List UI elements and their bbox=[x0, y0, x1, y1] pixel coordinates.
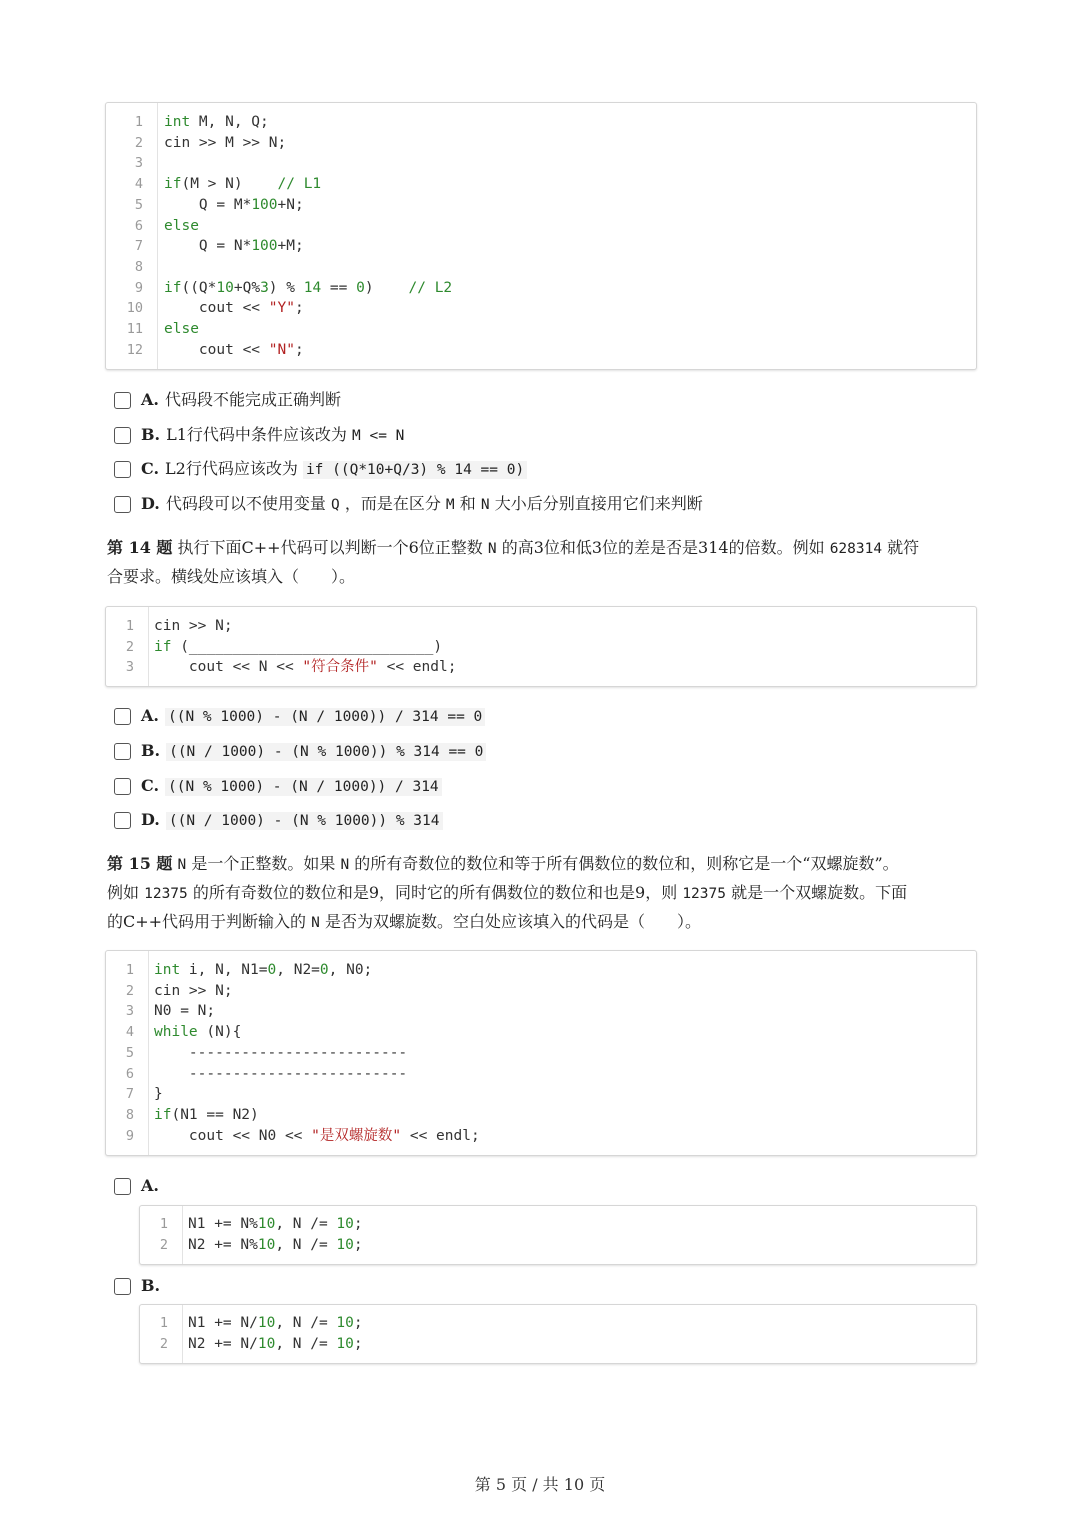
line-number: 1 bbox=[159, 1315, 168, 1331]
q14-stem bbox=[107, 534, 977, 591]
option-letter: C. bbox=[141, 776, 160, 795]
option-code: N bbox=[480, 497, 490, 513]
option-text: 和 bbox=[459, 494, 476, 513]
q15-stem bbox=[107, 850, 977, 937]
checkbox[interactable] bbox=[114, 461, 131, 478]
code-text bbox=[154, 981, 233, 1002]
code-token: ; bbox=[294, 300, 304, 317]
stem-code: N bbox=[311, 915, 320, 931]
line-number: 11 bbox=[126, 321, 143, 337]
code-token: int bbox=[164, 114, 191, 130]
code-token: 10 bbox=[216, 279, 234, 296]
code-token: "N" bbox=[268, 341, 295, 358]
code-token: N2 += N/ bbox=[188, 1335, 258, 1352]
code-token: // L2 bbox=[408, 279, 453, 296]
code-text bbox=[164, 340, 304, 361]
option-letter: A. bbox=[141, 390, 159, 409]
code-text bbox=[164, 278, 452, 299]
code-text bbox=[164, 112, 269, 133]
code-token: << endl; bbox=[377, 659, 457, 676]
stem-text: 的所有奇数位的数位和是9，同时它的所有偶数位的数位和也是9，则 bbox=[192, 883, 678, 902]
code-text bbox=[154, 1105, 259, 1126]
code-token: (N){ bbox=[197, 1024, 242, 1041]
code-token: i, N, N1= bbox=[180, 962, 268, 978]
stem-code: N bbox=[340, 857, 350, 873]
code-token: << endl; bbox=[401, 1127, 480, 1144]
code-line bbox=[106, 257, 976, 278]
code-text bbox=[164, 133, 286, 154]
code-token: +Q% bbox=[233, 279, 261, 296]
code-line bbox=[106, 153, 976, 174]
line-number: 2 bbox=[159, 1335, 168, 1352]
checkbox[interactable] bbox=[114, 812, 131, 829]
code-token: if bbox=[164, 279, 182, 296]
code-token: else bbox=[164, 321, 199, 337]
code-token: 0 bbox=[267, 962, 277, 978]
code-line bbox=[106, 616, 976, 637]
code-token: cin >> N; bbox=[154, 982, 233, 999]
code-token: ) bbox=[364, 279, 409, 296]
code-token: cout << N << bbox=[154, 659, 303, 676]
code-text bbox=[154, 616, 233, 637]
line-number: 4 bbox=[125, 1024, 134, 1041]
code-token: 10 bbox=[336, 1315, 354, 1331]
option-letter: B. bbox=[141, 1276, 161, 1295]
code-line bbox=[106, 133, 976, 154]
stem-text: 就符 bbox=[887, 538, 920, 557]
stem-text: 执行下面C++代码可以判断一个6位正整数 bbox=[177, 538, 483, 557]
code-text bbox=[154, 1001, 215, 1022]
code-text bbox=[154, 1064, 407, 1085]
code-line bbox=[106, 174, 976, 195]
code-text bbox=[154, 1043, 407, 1064]
stem-code: 628314 bbox=[829, 541, 883, 557]
code-line bbox=[106, 1105, 976, 1126]
line-number: 2 bbox=[125, 638, 134, 655]
code-line bbox=[106, 216, 976, 237]
line-number: 6 bbox=[125, 1065, 134, 1082]
code-text bbox=[164, 216, 199, 237]
code-token: if bbox=[164, 176, 182, 193]
option-code: M <= N bbox=[352, 428, 405, 444]
option-text: ，而是在区分 bbox=[344, 494, 441, 513]
line-number: 1 bbox=[125, 962, 134, 978]
code-token: "Y" bbox=[268, 300, 295, 317]
option-code: ((N % 1000) - (N / 1000)) / 314 == 0 bbox=[165, 708, 485, 726]
line-number: 1 bbox=[125, 618, 134, 634]
code-token: +M; bbox=[277, 238, 304, 255]
code-token: Q = M* bbox=[164, 196, 252, 213]
code-text bbox=[188, 1313, 363, 1334]
checkbox[interactable] bbox=[114, 392, 131, 409]
line-number: 2 bbox=[159, 1236, 168, 1253]
code-line bbox=[140, 1313, 976, 1334]
checkbox[interactable] bbox=[114, 427, 131, 444]
code-token: N1 += N% bbox=[188, 1216, 258, 1232]
code-text bbox=[154, 1126, 480, 1147]
code-token: "是双螺旋数" bbox=[311, 1127, 402, 1144]
code-line bbox=[106, 319, 976, 340]
code-token: , N0; bbox=[328, 962, 373, 978]
option-text: 代码段可以不使用变量 bbox=[165, 494, 326, 513]
code-token: else bbox=[164, 217, 199, 234]
code-text bbox=[164, 236, 304, 257]
code-token: cin >> M >> N; bbox=[164, 134, 287, 151]
code-token: if bbox=[154, 1106, 172, 1123]
code-token: cout << N0 << bbox=[154, 1127, 312, 1144]
code-text bbox=[164, 174, 321, 195]
option-letter: A. bbox=[141, 1176, 159, 1195]
code-token: ((Q* bbox=[181, 279, 217, 296]
code-token: ------------------------- bbox=[154, 1044, 408, 1061]
line-number: 3 bbox=[125, 659, 134, 676]
code-token: if bbox=[154, 638, 172, 655]
code-token: (____________________________) bbox=[171, 638, 443, 655]
stem-text: 就是一个双螺旋数。下面 bbox=[731, 883, 908, 902]
stem-text: 的高3位和低3位的差是否是314的倍数。例如 bbox=[501, 538, 825, 557]
code-token: "符合条件" bbox=[302, 659, 378, 676]
code-line bbox=[106, 195, 976, 216]
line-number: 10 bbox=[126, 300, 143, 317]
code-token: ; bbox=[353, 1315, 363, 1331]
code-line bbox=[106, 657, 976, 678]
code-token: ; bbox=[353, 1216, 363, 1232]
page-footer: 第 5 页 / 共 10 页 bbox=[474, 1475, 606, 1494]
line-number: 9 bbox=[125, 1127, 134, 1144]
code-line bbox=[106, 1064, 976, 1085]
question-label: 第 14 题 bbox=[107, 538, 173, 557]
option-code: Q bbox=[330, 497, 340, 513]
code-token: , N2= bbox=[276, 962, 320, 978]
code-text bbox=[188, 1214, 363, 1235]
code-token: N2 += N% bbox=[188, 1236, 258, 1253]
code-token: cout << bbox=[164, 300, 269, 317]
stem-code: 12375 bbox=[682, 886, 726, 902]
code-token: ) % bbox=[268, 279, 304, 296]
code-line bbox=[140, 1214, 976, 1235]
code-line bbox=[106, 1022, 976, 1043]
line-number: 7 bbox=[125, 1086, 134, 1103]
code-token: M, N, Q; bbox=[190, 114, 269, 130]
checkbox[interactable] bbox=[114, 743, 131, 760]
code-text bbox=[164, 319, 199, 340]
line-number: 1 bbox=[159, 1216, 168, 1232]
option-letter: C. bbox=[141, 459, 160, 478]
code-token: 100 bbox=[251, 238, 278, 255]
line-number: 4 bbox=[134, 176, 143, 193]
code-text bbox=[164, 195, 304, 216]
checkbox[interactable] bbox=[114, 778, 131, 795]
stem-text: 合要求。横线处应该填入（ ）。 bbox=[107, 567, 356, 586]
code-token: 10 bbox=[336, 1216, 354, 1232]
line-number: 2 bbox=[134, 134, 143, 151]
line-number: 5 bbox=[125, 1044, 134, 1061]
stem-code: N bbox=[487, 541, 497, 557]
line-number: 6 bbox=[134, 217, 143, 234]
stem-text: 例如 bbox=[107, 883, 140, 902]
code-token: , N /= bbox=[275, 1236, 337, 1253]
code-line bbox=[140, 1334, 976, 1355]
code-token: 10 bbox=[336, 1335, 354, 1352]
code-line bbox=[106, 112, 976, 133]
line-number: 2 bbox=[125, 982, 134, 999]
code-token: 0 bbox=[356, 279, 365, 296]
line-number: 3 bbox=[134, 155, 143, 172]
code-token: int bbox=[154, 962, 181, 978]
checkbox[interactable] bbox=[114, 1278, 131, 1295]
q15-code-block bbox=[105, 950, 977, 1156]
code-token: ; bbox=[294, 341, 304, 358]
line-number: 7 bbox=[134, 238, 143, 255]
code-line bbox=[106, 236, 976, 257]
option-code: ((N % 1000) - (N / 1000)) / 314 bbox=[165, 778, 442, 796]
code-line bbox=[106, 340, 976, 361]
code-token: // L1 bbox=[277, 176, 322, 193]
code-token: 100 bbox=[251, 196, 278, 213]
option-code: if ((Q*10+Q/3) % 14 == 0) bbox=[303, 461, 527, 479]
stem-text: 是一个正整数。如果 bbox=[191, 854, 336, 873]
code-token: cin >> N; bbox=[154, 618, 233, 634]
code-token: cout << bbox=[164, 341, 269, 358]
option-letter: B. bbox=[141, 741, 161, 760]
line-number: 8 bbox=[125, 1106, 134, 1123]
option-letter: D. bbox=[141, 810, 160, 829]
option-code: ((N / 1000) - (N % 1000)) % 314 == 0 bbox=[166, 743, 486, 761]
checkbox[interactable] bbox=[114, 708, 131, 725]
option-letter: A. bbox=[141, 706, 159, 725]
code-token: (N1 == N2) bbox=[171, 1106, 259, 1123]
code-text bbox=[154, 1084, 163, 1105]
code-token: 10 bbox=[336, 1236, 354, 1253]
code-token: Q = N* bbox=[164, 238, 252, 255]
code-token: while bbox=[154, 1024, 198, 1041]
code-line bbox=[106, 1126, 976, 1147]
stem-text: 的所有奇数位的数位和等于所有偶数位的数位和，则称它是一个“双螺旋数”。 bbox=[354, 854, 899, 873]
code-line bbox=[106, 1043, 976, 1064]
stem-text: 是否为双螺旋数。空白处应该填入的代码是（ ）。 bbox=[324, 912, 701, 931]
code-token: 3 bbox=[260, 279, 269, 296]
code-token: 14 bbox=[303, 279, 322, 296]
code-token: ; bbox=[353, 1335, 363, 1352]
line-number: 3 bbox=[125, 1003, 134, 1020]
code-token: , N /= bbox=[275, 1335, 337, 1352]
code-text bbox=[188, 1235, 363, 1256]
code-line bbox=[106, 1084, 976, 1105]
code-token: 10 bbox=[257, 1236, 276, 1253]
code-text bbox=[154, 637, 442, 658]
code-token: 10 bbox=[257, 1216, 276, 1232]
line-number: 9 bbox=[134, 279, 143, 296]
code-token: , N /= bbox=[275, 1315, 337, 1331]
q15-option-b-code bbox=[139, 1304, 977, 1364]
code-line bbox=[106, 298, 976, 319]
checkbox[interactable] bbox=[114, 1178, 131, 1195]
code-line bbox=[106, 637, 976, 658]
code-token: N0 = N; bbox=[154, 1003, 216, 1020]
line-number: 8 bbox=[134, 258, 143, 275]
stem-text: 的C++代码用于判断输入的 bbox=[107, 912, 307, 931]
code-line bbox=[140, 1235, 976, 1256]
code-line bbox=[106, 981, 976, 1002]
option-letter: B. bbox=[141, 425, 161, 444]
code-token: } bbox=[154, 1086, 163, 1103]
option-text: 代码段不能完成正确判断 bbox=[164, 390, 341, 409]
q13-code-block bbox=[105, 102, 977, 370]
code-text bbox=[154, 1022, 241, 1043]
option-text: 大小后分别直接用它们来判断 bbox=[494, 494, 703, 513]
code-token: , N /= bbox=[275, 1216, 337, 1232]
checkbox[interactable] bbox=[114, 496, 131, 513]
code-text bbox=[154, 657, 456, 678]
code-text bbox=[164, 298, 304, 319]
option-text: L2行代码应该改为 bbox=[165, 459, 298, 478]
code-token: ------------------------- bbox=[154, 1065, 408, 1082]
line-number: 1 bbox=[134, 114, 143, 130]
code-token: 10 bbox=[257, 1315, 276, 1331]
code-text bbox=[154, 960, 372, 981]
option-code: M bbox=[445, 497, 455, 513]
question-label: 第 15 题 bbox=[107, 854, 173, 873]
q15-option-a-code bbox=[139, 1205, 977, 1265]
code-token: 10 bbox=[257, 1335, 276, 1352]
code-token: (M > N) bbox=[181, 176, 278, 193]
option-code: ((N / 1000) - (N % 1000)) % 314 bbox=[166, 812, 443, 830]
q14-code-block bbox=[105, 606, 977, 687]
code-token: 0 bbox=[319, 962, 329, 978]
code-token: N1 += N/ bbox=[188, 1315, 258, 1331]
code-line bbox=[106, 278, 976, 299]
line-number: 12 bbox=[126, 341, 143, 358]
code-line bbox=[106, 960, 976, 981]
line-number: 5 bbox=[134, 196, 143, 213]
code-text bbox=[188, 1334, 363, 1355]
code-token: +N; bbox=[277, 196, 304, 213]
stem-code: 12375 bbox=[144, 886, 188, 902]
stem-code: N bbox=[177, 857, 187, 873]
option-text: L1行代码中条件应该改为 bbox=[166, 425, 347, 444]
code-token: ; bbox=[353, 1236, 363, 1253]
option-letter: D. bbox=[141, 494, 160, 513]
code-token: == bbox=[321, 279, 357, 296]
code-line bbox=[106, 1001, 976, 1022]
